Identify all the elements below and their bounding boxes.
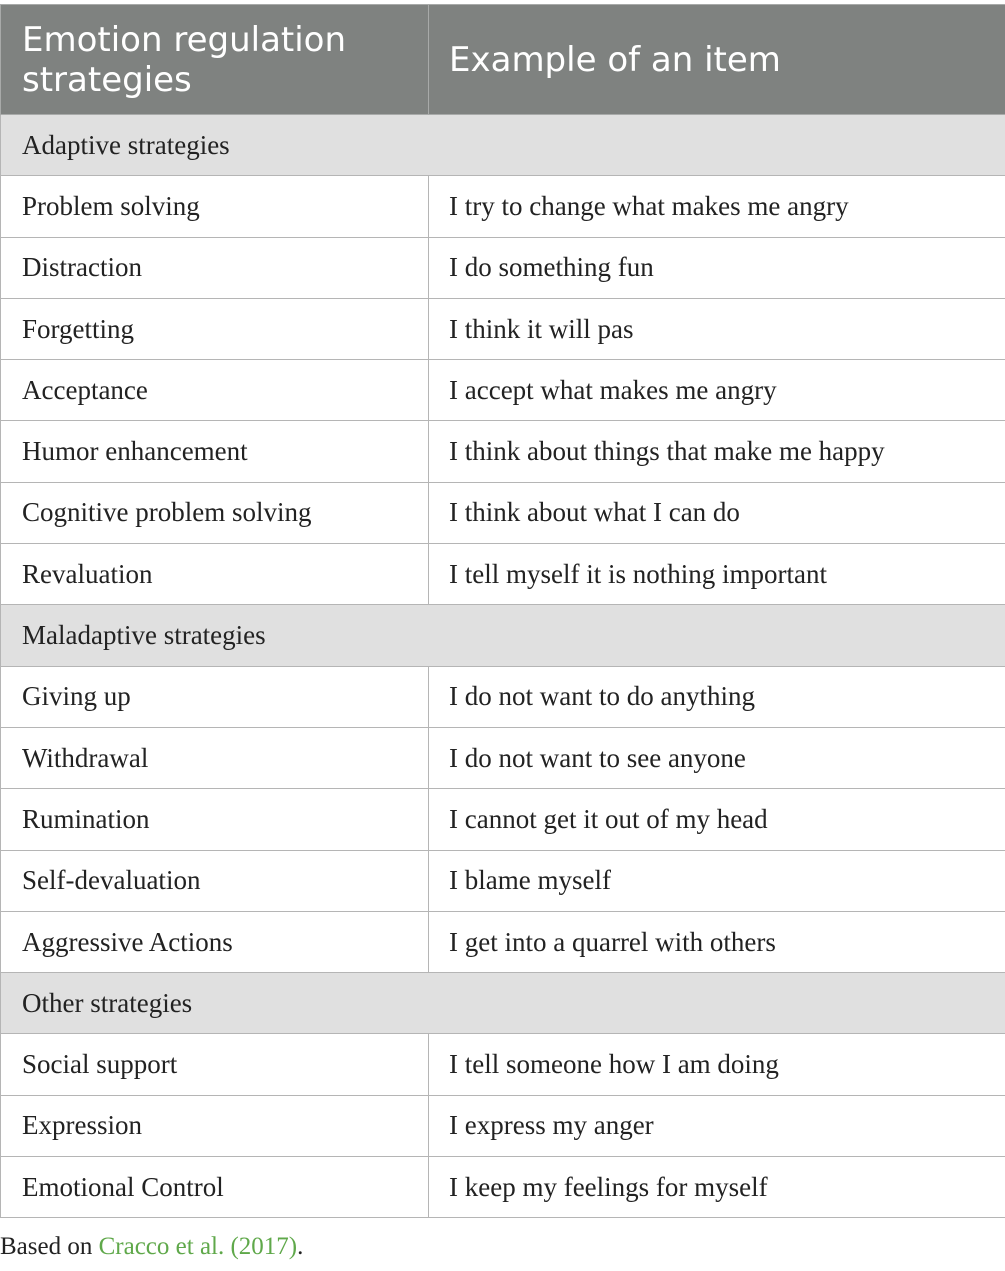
strategy-cell: Emotional Control xyxy=(1,1157,429,1218)
table-row xyxy=(1,727,1005,788)
table-row xyxy=(1,789,1005,850)
strategy-cell: Forgetting xyxy=(1,298,429,359)
strategy-cell: Rumination xyxy=(1,789,429,850)
table-row xyxy=(1,1034,1005,1095)
example-cell: I blame myself xyxy=(429,850,1005,911)
strategy-cell: Cognitive problem solving xyxy=(1,482,429,543)
footnote-suffix: . xyxy=(297,1233,304,1260)
table-row xyxy=(1,850,1005,911)
strategy-cell: Acceptance xyxy=(1,360,429,421)
table-row xyxy=(1,1157,1005,1218)
example-cell: I keep my feelings for myself xyxy=(429,1157,1005,1218)
table-row xyxy=(1,1095,1005,1156)
strategy-cell: Withdrawal xyxy=(1,727,429,788)
strategy-cell: Social support xyxy=(1,1034,429,1095)
strategy-cell: Self-devaluation xyxy=(1,850,429,911)
table-row xyxy=(1,360,1005,421)
section-title: Adaptive strategies xyxy=(1,115,1005,176)
table-header xyxy=(1,5,1005,115)
example-cell: I tell myself it is nothing important xyxy=(429,544,1005,605)
table-footnote xyxy=(0,1233,303,1261)
strategy-cell: Aggressive Actions xyxy=(1,911,429,972)
strategy-cell: Distraction xyxy=(1,237,429,298)
strategy-cell: Giving up xyxy=(1,666,429,727)
example-cell: I do not want to do anything xyxy=(429,666,1005,727)
section-title: Maladaptive strategies xyxy=(1,605,1005,666)
header-row xyxy=(1,5,1005,115)
example-cell: I tell someone how I am doing xyxy=(429,1034,1005,1095)
strategy-cell: Humor enhancement xyxy=(1,421,429,482)
strategy-cell: Revaluation xyxy=(1,544,429,605)
example-cell: I think about what I can do xyxy=(429,482,1005,543)
example-cell: I think it will pas xyxy=(429,298,1005,359)
section-row xyxy=(1,605,1005,666)
example-cell: I cannot get it out of my head xyxy=(429,789,1005,850)
section-title: Other strategies xyxy=(1,973,1005,1034)
header-example: Example of an item xyxy=(429,5,1005,115)
table-row xyxy=(1,482,1005,543)
table-row xyxy=(1,298,1005,359)
example-cell: I think about things that make me happy xyxy=(429,421,1005,482)
table-body xyxy=(1,115,1005,1218)
table-row xyxy=(1,911,1005,972)
section-row xyxy=(1,115,1005,176)
strategy-cell: Problem solving xyxy=(1,176,429,237)
header-strategies: Emotion regulation strategies xyxy=(1,5,429,115)
table-row xyxy=(1,544,1005,605)
strategies-table xyxy=(0,4,1005,1218)
section-row xyxy=(1,973,1005,1034)
example-cell: I do not want to see anyone xyxy=(429,727,1005,788)
example-cell: I do something fun xyxy=(429,237,1005,298)
table-row xyxy=(1,666,1005,727)
example-cell: I try to change what makes me angry xyxy=(429,176,1005,237)
table-row xyxy=(1,421,1005,482)
table-row xyxy=(1,176,1005,237)
strategy-cell: Expression xyxy=(1,1095,429,1156)
footnote-prefix: Based on xyxy=(0,1233,99,1260)
example-cell: I accept what makes me angry xyxy=(429,360,1005,421)
example-cell: I get into a quarrel with others xyxy=(429,911,1005,972)
strategies-table-wrapper xyxy=(0,4,1005,1218)
example-cell: I express my anger xyxy=(429,1095,1005,1156)
footnote-reference-link[interactable]: Cracco et al. (2017) xyxy=(98,1233,298,1260)
table-row xyxy=(1,237,1005,298)
